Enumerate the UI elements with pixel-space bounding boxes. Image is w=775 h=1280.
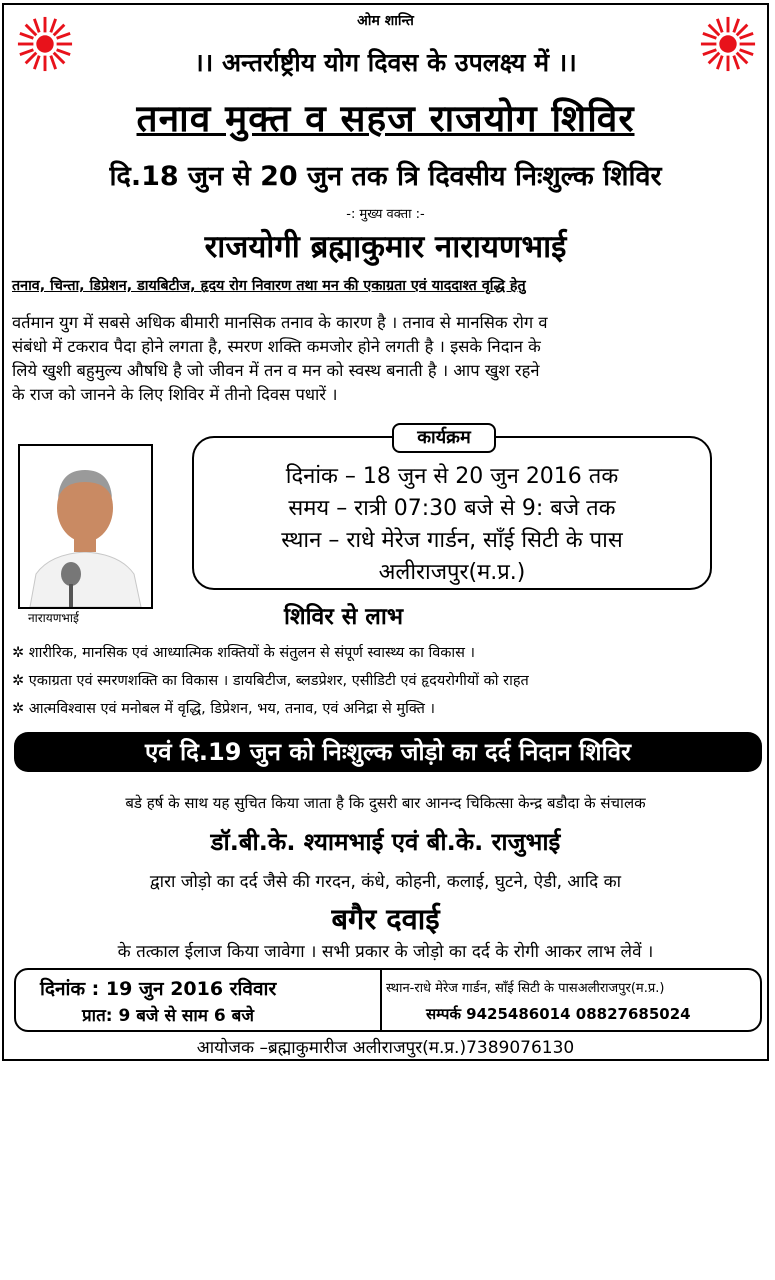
doctors-names: डॉ.बी.के. श्यामभाई एवं बी.के. राजुभाई (210, 828, 561, 856)
intro-line: वर्तमान युग में सबसे अधिक बीमारी मानसिक तनाव के कारण है । तनाव से मानसिक रोग व (12, 313, 548, 332)
program-date: दिनांक – 18 जुन से 20 जुन 2016 तक (285, 464, 619, 489)
joint-camp-banner: एवं दि.19 जुन को निःशुल्क जोड़ो का दर्द निदान शिविर (14, 732, 762, 772)
page-title: तनाव मुक्त व सहज राजयोग शिविर (136, 97, 635, 140)
schedule-time: प्रात: 9 बजे से साम 6 बजे (82, 1006, 254, 1026)
om-shanti-text: ओम शान्ति (357, 13, 414, 29)
joint-camp-details: द्वारा जोड़ो का दर्द जैसे की गरदन, कंधे, कोहनी, कलाई, घुटने, ऐडी, आदि का (149, 872, 622, 892)
speaker-portrait-icon (20, 446, 151, 607)
occasion-heading: ।। अन्तर्राष्ट्रीय योग दिवस के उपलक्ष्य में ।। (194, 48, 577, 77)
intro-line: लिये खुशी बहुमुल्य औषधि है जो जीवन में तन व मन को स्वस्थ बनाती है । आप खुश रहने (12, 361, 540, 380)
photo-caption: नारायणभाई (28, 611, 79, 625)
poster (2, 3, 769, 1061)
purpose-text: तनाव, चिन्ता, डिप्रेशन, डायबिटीज, हृदय रोग निवारण तथा मन की एकाग्रता एवं याददाश्त वृद्धि हेतु (12, 278, 526, 294)
program-tag: कार्यक्रम (392, 423, 496, 453)
benefit-item: ✲ शारीरिक, मानसिक एवं आध्यात्मिक शक्तियों के संतुलन से संपूर्ण स्वास्थ्य का विकास । (12, 645, 476, 661)
schedule-box (14, 968, 762, 1032)
schedule-date: दिनांक : 19 जुन 2016 रविवार (40, 978, 277, 1000)
without-medicine-highlight: बगैर दवाई (331, 902, 440, 936)
joint-camp-intro: बडे हर्ष के साथ यह सुचित किया जाता है कि दुसरी बार आनन्द चिकित्सा केन्द्र बडौदा के संचालक (125, 794, 646, 812)
schedule-contact: सम्पर्क 9425486014 08827685024 (426, 1005, 691, 1023)
camp-subtitle: दि.18 जुन से 20 जुन तक त्रि दिवसीय निःशुल्क शिविर (109, 161, 662, 192)
intro-line: संबंधो में टकराव पैदा होने लगता है, स्मरण शक्ति कमजोर होने लगती है । इसके निदान के (12, 337, 541, 356)
joint-camp-closing: के तत्काल ईलाज किया जावेगा । सभी प्रकार के जोड़ो का दर्द के रोगी आकर लाभ लेवें । (117, 942, 654, 962)
schedule-venue: स्थान-राधे मेरेज गार्डन, साँई सिटी के पासअलीराजपुर(म.प्र.) (386, 981, 665, 996)
benefit-item: ✲ आत्मविश्वास एवं मनोबल में वृद्धि, डिप्रेशन, भय, तनाव, एवं अनिद्रा से मुक्ति । (12, 701, 435, 717)
speaker-label: -: मुख्य वक्ता :- (346, 207, 425, 222)
benefit-item: ✲ एकाग्रता एवं स्मरणशक्ति का विकास । डायबिटीज, ब्लडप्रेशर, एसीडिटी एवं हृदयरोगीयों को राहत (12, 673, 529, 689)
intro-line: के राज को जानने के लिए शिविर में तीनो दिवस पधारें । (12, 385, 338, 404)
organizer-footer: आयोजक –ब्रह्माकुमारीज अलीराजपुर(म.प्र.)7389076130 (196, 1038, 575, 1058)
schedule-divider (380, 970, 382, 1030)
benefits-heading: शिविर से लाभ (284, 604, 404, 630)
program-box (192, 436, 712, 590)
benefits-list (12, 639, 768, 723)
program-venue: स्थान – राधे मेरेज गार्डन, साँई सिटी के पास (281, 528, 623, 553)
program-time: समय – रात्री 07:30 बजे से 9: बजे तक (288, 496, 616, 521)
intro-paragraph (12, 311, 768, 407)
speaker-name: राजयोगी ब्रह्माकुमार नारायणभाई (204, 229, 567, 265)
speaker-photo (18, 444, 153, 609)
program-city: अलीराजपुर(म.प्र.) (378, 560, 526, 585)
